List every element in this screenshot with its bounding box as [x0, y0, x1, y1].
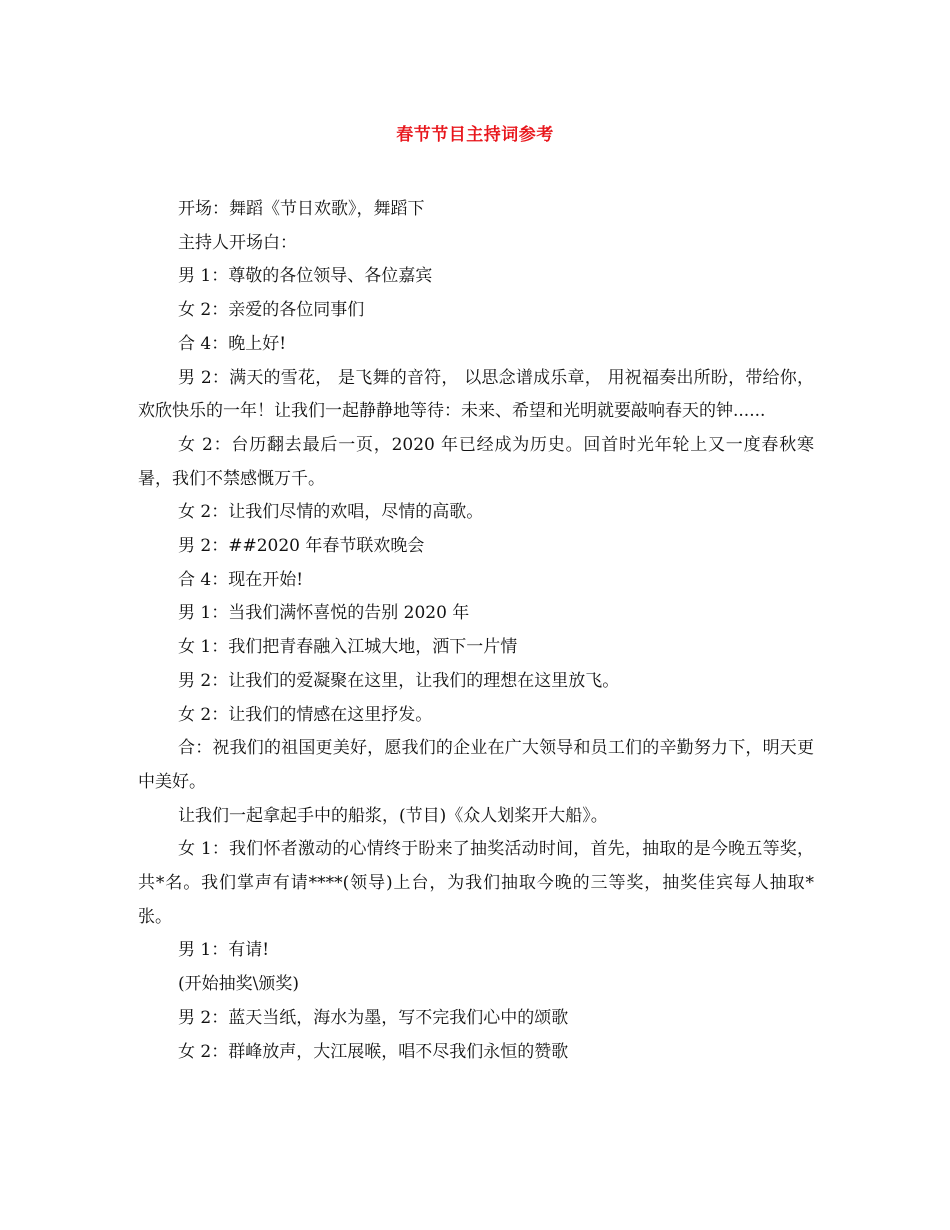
paragraph: 女 1：我们把青春融入江城大地，洒下一片情	[178, 637, 518, 658]
paragraph: 女 2：让我们的情感在这里抒发。	[178, 704, 433, 725]
paragraph: 主持人开场白：	[178, 232, 297, 253]
paragraph: 开场：舞蹈《节日欢歌》，舞蹈下	[178, 199, 425, 219]
paragraph: 男 1：有请!	[178, 940, 270, 961]
paragraph: 合 4：晚上好!	[178, 333, 287, 354]
paragraph: 合：祝我们的祖国更美好，愿我们的企业在广大领导和员工们的辛勤努力下，明天更中美好。	[138, 738, 814, 792]
paragraph: 让我们一起拿起手中的船浆，(节目)《众人划桨开大船》。	[178, 805, 608, 826]
document-title: 春节节目主持词参考	[396, 125, 554, 145]
paragraph: 女 2：群峰放声，大江展喉，唱不尽我们永恒的赞歌	[178, 1041, 569, 1062]
paragraph: 女 2：台历翻去最后一页，2020 年已经成为历史。回首时光年轮上又一度春秋寒暑，我们不禁感慨万千。	[138, 434, 814, 489]
paragraph: 男 2：##2020 年春节联欢晚会	[178, 536, 425, 557]
paragraph: 男 2：让我们的爱凝聚在这里，让我们的理想在这里放飞。	[178, 670, 620, 691]
paragraph: 合 4：现在开始!	[178, 569, 304, 590]
paragraph: 男 2：满天的雪花， 是飞舞的音符， 以思念谱成乐章， 用祝福奏出所盼，带给你， 欢欣快乐的一年！让我们一起静静地等待：未来、希望和光明就要敲响春天的钟......	[138, 367, 814, 422]
paragraph: 男 1：尊敬的各位领导、各位嘉宾	[178, 266, 433, 287]
paragraph: 男 2：蓝天当纸，海水为墨，写不完我们心中的颂歌	[178, 1007, 569, 1028]
paragraph: 女 1：我们怀者激动的心情终于盼来了抽奖活动时间，首先，抽取的是今晚五等奖，共*名。我们掌声有请****(领导)上台，为我们抽取今晚的三等奖，抽奖佳宾每人抽取*张。	[138, 839, 814, 927]
paragraph: 男 1：当我们满怀喜悦的告别 2020 年	[178, 603, 470, 624]
paragraph: (开始抽奖\颁奖)	[178, 974, 299, 995]
paragraph: 女 2：让我们尽情的欢唱，尽情的高歌。	[178, 502, 484, 523]
paragraph: 女 2：亲爱的各位同事们	[178, 300, 365, 321]
document-body	[138, 193, 814, 1069]
